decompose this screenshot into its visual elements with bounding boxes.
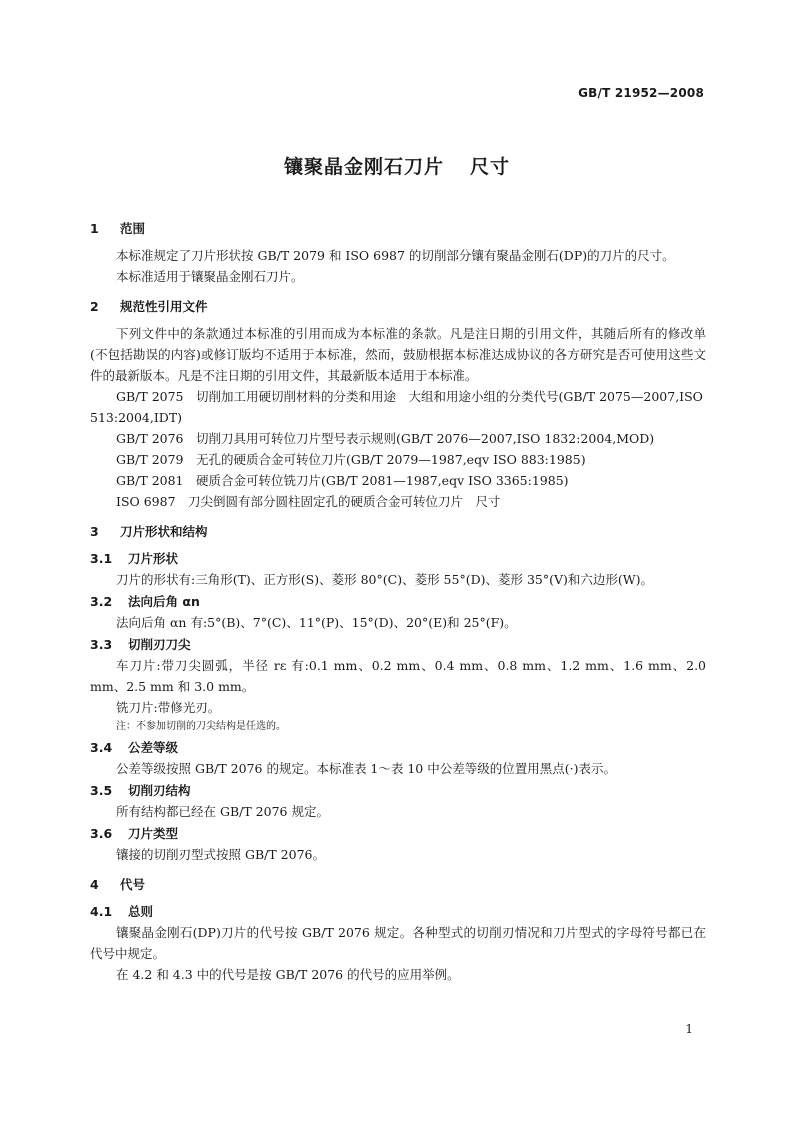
section-2-heading: 2 规范性引用文件: [90, 299, 208, 314]
reference-item: GB/T 2076 切削刀具用可转位刀片型号表示规则(GB/T 2076—2007,ISO 1832:2004,MOD): [116, 431, 655, 446]
subsection-3-5-paragraph: 所有结构都已经在 GB/T 2076 规定。: [116, 804, 329, 819]
subsection-3-1-paragraph: 刀片的形状有:三角形(T)、正方形(S)、菱形 80°(C)、菱形 55°(D)、菱形 35°(V)和六边形(W)。: [116, 572, 653, 587]
page-number: 1: [685, 1022, 693, 1036]
subsection-3-4-heading: 3.4 公差等级: [90, 740, 179, 755]
section-2-paragraph: 下列文件中的条款通过本标准的引用而成为本标准的条款。凡是注日期的引用文件，其随后所有的修改单(不包括勘误的内容)或修订版均不适用于本标准，然而，鼓励根据本标准达成协议的各方研究是否可使用这些文件的最新版本。凡是不注日期的引用文件，其最新版本适用于本标准。: [90, 326, 706, 383]
section-1-paragraph: 本标准适用于镶聚晶金刚石刀片。: [116, 269, 304, 284]
reference-item: GB/T 2081 硬质合金可转位铣刀片(GB/T 2081—1987,eqv ISO 3365:1985): [116, 473, 569, 488]
subsection-4-1-paragraph: 在 4.2 和 4.3 中的代号是按 GB/T 2076 的代号的应用举例。: [116, 967, 460, 982]
subsection-3-3-paragraph: 车刀片:带刀尖圆弧，半径 rε 有:0.1 mm、0.2 mm、0.4 mm、0.8 mm、1.2 mm、1.6 mm、2.0 mm、2.5 mm 和 3.0 mm。: [90, 658, 706, 694]
title-sub: 尺寸: [470, 156, 511, 178]
reference-item: ISO 6987 刀尖倒圆有部分圆柱固定孔的硬质合金可转位刀片 尺寸: [116, 494, 501, 509]
subsection-3-3-heading: 3.3 切削刃刀尖: [90, 637, 191, 652]
section-4-heading: 4 代号: [90, 877, 146, 892]
standard-code: GB/T 21952—2008: [578, 86, 704, 100]
subsection-4-1-heading: 4.1 总则: [90, 904, 154, 919]
subsection-3-3-paragraph: 铣刀片:带修光刃。: [116, 700, 221, 715]
subsection-3-2-heading: 3.2 法向后角 αn: [90, 594, 200, 609]
note-text: 注：不参加切削的刀尖结构是任选的。: [116, 721, 286, 732]
section-1-heading: 1 范围: [90, 221, 146, 236]
subsection-3-5-heading: 3.5 切削刃结构: [90, 783, 191, 798]
subsection-3-4-paragraph: 公差等级按照 GB/T 2076 的规定。本标准表 1～表 10 中公差等级的位置用黑点(·)表示。: [116, 761, 616, 776]
document-title: [0, 152, 794, 179]
section-1-paragraph: 本标准规定了刀片形状按 GB/T 2079 和 ISO 6987 的切削部分镶有聚晶金刚石(DP)的刀片的尺寸。: [116, 248, 675, 263]
section-3-heading: 3 刀片形状和结构: [90, 524, 208, 539]
subsection-3-1-heading: 3.1 刀片形状: [90, 551, 179, 566]
reference-item: GB/T 2079 无孔的硬质合金可转位刀片(GB/T 2079—1987,eqv ISO 883:1985): [116, 452, 586, 467]
subsection-4-1-paragraph: 镶聚晶金刚石(DP)刀片的代号按 GB/T 2076 规定。各种型式的切削刃情况和刀片型式的字母符号都已在代号中规定。: [90, 925, 706, 961]
document-body: [90, 218, 706, 985]
reference-item: GB/T 2075 切削加工用硬切削材料的分类和用途 大组和用途小组的分类代号(GB/T 2075—2007,ISO 513:2004,IDT): [90, 389, 703, 425]
subsection-3-2-paragraph: 法向后角 αn 有:5°(B)、7°(C)、11°(P)、15°(D)、20°(E)和 25°(F)。: [116, 615, 517, 630]
subsection-3-6-paragraph: 镶接的切削刃型式按照 GB/T 2076。: [116, 847, 325, 862]
title-main: 镶聚晶金刚石刀片: [283, 156, 444, 178]
subsection-3-6-heading: 3.6 刀片类型: [90, 826, 179, 841]
